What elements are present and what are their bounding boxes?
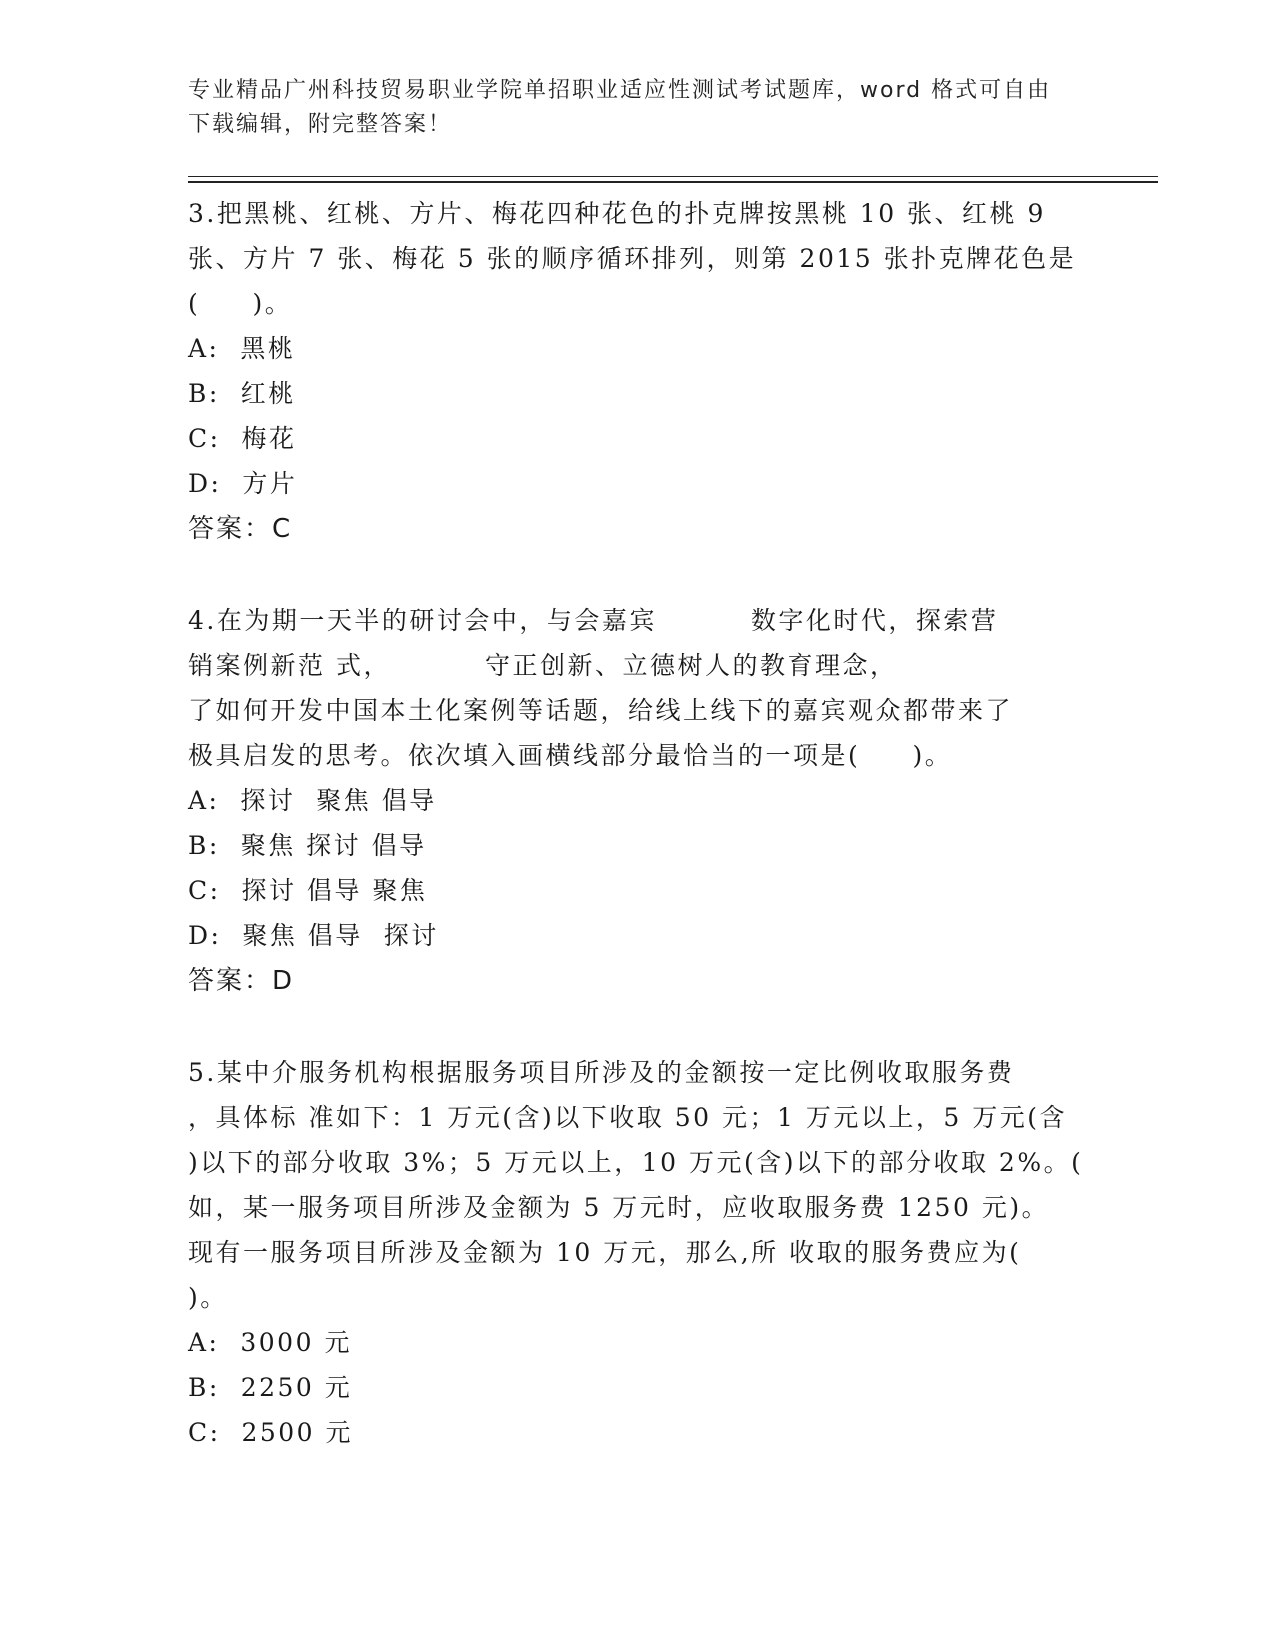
question-list <box>188 191 1088 1455</box>
option-b: B: 聚焦 探讨 倡导 <box>188 831 427 860</box>
stem-line: 销案例新范 式， 守正创新、立德树人的教育理念， <box>188 651 898 680</box>
header-line-1: 专业精品广州科技贸易职业学院单招职业适应性测试考试题库，word 格式可自由 <box>188 78 1052 103</box>
option-c: C: 2500 元 <box>188 1418 354 1447</box>
question-4 <box>188 598 1088 1004</box>
option-a: A: 3000 元 <box>188 1328 352 1357</box>
stem-line: 张、方片 7 张、梅花 5 张的顺序循环排列，则第 2015 张扑克牌花色是 <box>188 244 1077 273</box>
header-line-2: 下载编辑，附完整答案！ <box>188 112 453 137</box>
stem-line: ( )。 <box>188 289 293 318</box>
option-d: D: 方片 <box>188 469 298 498</box>
stem-line: 极具启发的思考。依次填入画横线部分最恰当的一项是( )。 <box>188 741 953 770</box>
stem-line: ，具体标 准如下：1 万元(含)以下收取 50 元；1 万元以上，5 万元(含 <box>188 1103 1067 1132</box>
question-stem <box>188 598 1088 778</box>
option-c: C: 探讨 倡导 聚焦 <box>188 876 428 905</box>
option-b: B: 红桃 <box>188 379 296 408</box>
stem-line: 4.在为期一天半的研讨会中，与会嘉宾 数字化时代，探索营 <box>188 606 999 635</box>
question-stem <box>188 1050 1088 1320</box>
answer-line: 答案：C <box>188 514 293 544</box>
option-d: D: 聚焦 倡导 探讨 <box>188 921 439 950</box>
stem-line: 5.某中介服务机构根据服务项目所涉及的金额按一定比例收取服务费 <box>188 1058 1015 1087</box>
question-stem <box>188 191 1088 326</box>
option-b: B: 2250 元 <box>188 1373 353 1402</box>
stem-line: 现有一服务项目所涉及金额为 10 万元，那么,所 收取的服务费应为( <box>188 1238 1022 1267</box>
answer-line: 答案：D <box>188 966 295 996</box>
option-a: A: 探讨 聚焦 倡导 <box>188 786 437 815</box>
header-divider-thin <box>188 176 1158 177</box>
question-3 <box>188 191 1088 552</box>
stem-line: 了如何开发中国本土化案例等话题，给线上线下的嘉宾观众都带来了 <box>188 696 1014 725</box>
document-header <box>188 74 1068 142</box>
stem-line: )。 <box>188 1283 228 1312</box>
question-5 <box>188 1050 1088 1455</box>
stem-line: 如，某一服务项目所涉及金额为 5 万元时，应收取服务费 1250 元)。 <box>188 1193 1050 1222</box>
stem-line: )以下的部分收取 3%；5 万元以上，10 万元(含)以下的部分收取 2%。( <box>188 1148 1084 1177</box>
stem-line: 3.把黑桃、红桃、方片、梅花四种花色的扑克牌按黑桃 10 张、红桃 9 <box>188 199 1046 228</box>
option-a: A: 黑桃 <box>188 334 296 363</box>
header-divider-thick <box>188 181 1158 183</box>
option-c: C: 梅花 <box>188 424 297 453</box>
